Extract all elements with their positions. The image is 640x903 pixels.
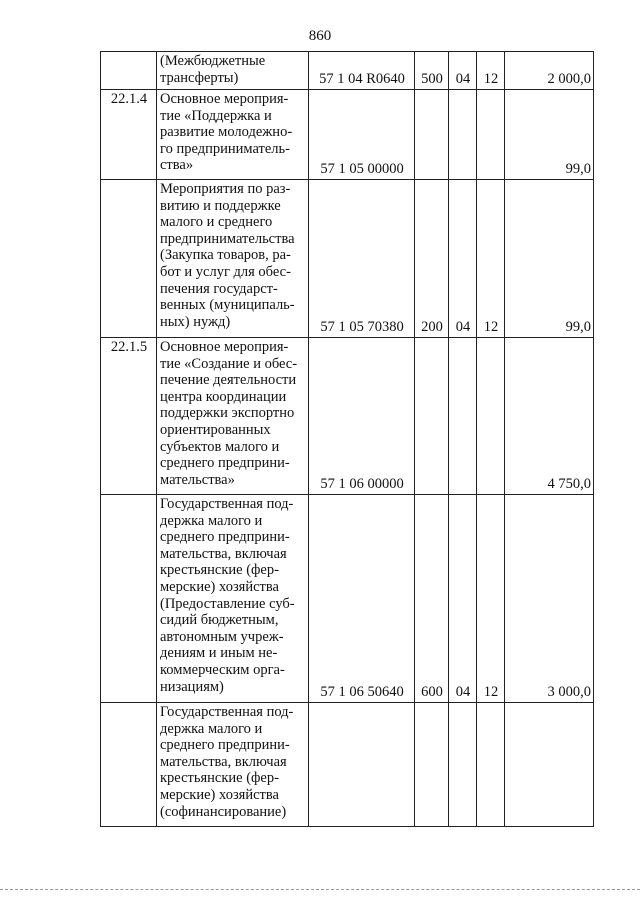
subsection-code: 12 [477,180,505,338]
section-code [449,338,477,495]
expense-type-code: 500 [415,52,449,90]
row-name: Государственная под- держка малого и среднего предприни- мательства, включая крестьянские (фер- мерские) хозяйства (Предоставление суб- сидий бюджетным, автономным учреж- дениям и иным не- коммерческим орга- низациям) [157,495,309,703]
page-number: 860 [308,28,332,44]
target-article-code: 57 1 05 00000 [309,90,415,180]
amount: 3 000,0 [505,495,594,703]
amount: 99,0 [505,180,594,338]
subsection-code [477,703,505,827]
section-code: 04 [449,495,477,703]
amount: 99,0 [505,90,594,180]
row-name: Основное мероприя- тие «Поддержка и развитие молодежно- го предприниматель- ства» [157,90,309,180]
subsection-code [477,338,505,495]
subsection-code [477,90,505,180]
row-number [101,495,157,703]
target-article-code: 57 1 04 R0640 [309,52,415,90]
amount [505,703,594,827]
table-row [101,495,594,703]
subsection-code: 12 [477,52,505,90]
budget-table [100,51,594,827]
table-row [101,90,594,180]
row-name: (Межбюджетные трансферты) [157,52,309,90]
amount: 4 750,0 [505,338,594,495]
table-row [101,338,594,495]
row-name: Основное мероприя- тие «Создание и обес- печение деятельности центра координации поддержки экспортно ориентированных субъектов малого и среднего предприни- мательства» [157,338,309,495]
amount: 2 000,0 [505,52,594,90]
section-code [449,90,477,180]
row-number: 22.1.4 [101,90,157,180]
table-row [101,703,594,827]
row-number: 22.1.5 [101,338,157,495]
section-code: 04 [449,180,477,338]
row-number [101,52,157,90]
expense-type-code: 600 [415,495,449,703]
row-number [101,180,157,338]
target-article-code: 57 1 06 50640 [309,495,415,703]
section-code [449,703,477,827]
row-name: Мероприятия по раз- витию и поддержке малого и среднего предпринимательства (Закупка товаров, ра- бот и услуг для обес- печения государст- венных (муниципаль- ных) нужд) [157,180,309,338]
target-article-code: 57 1 06 00000 [309,338,415,495]
target-article-code [309,703,415,827]
expense-type-code [415,90,449,180]
target-article-code: 57 1 05 70380 [309,180,415,338]
section-code: 04 [449,52,477,90]
scan-edge-line [0,889,640,890]
expense-type-code: 200 [415,180,449,338]
row-name: Государственная под- держка малого и среднего предприни- мательства, включая крестьянские (фер- мерские) хозяйства (софинансирование) [157,703,309,827]
table-row [101,52,594,90]
expense-type-code [415,703,449,827]
subsection-code: 12 [477,495,505,703]
row-number [101,703,157,827]
table-row [101,180,594,338]
expense-type-code [415,338,449,495]
